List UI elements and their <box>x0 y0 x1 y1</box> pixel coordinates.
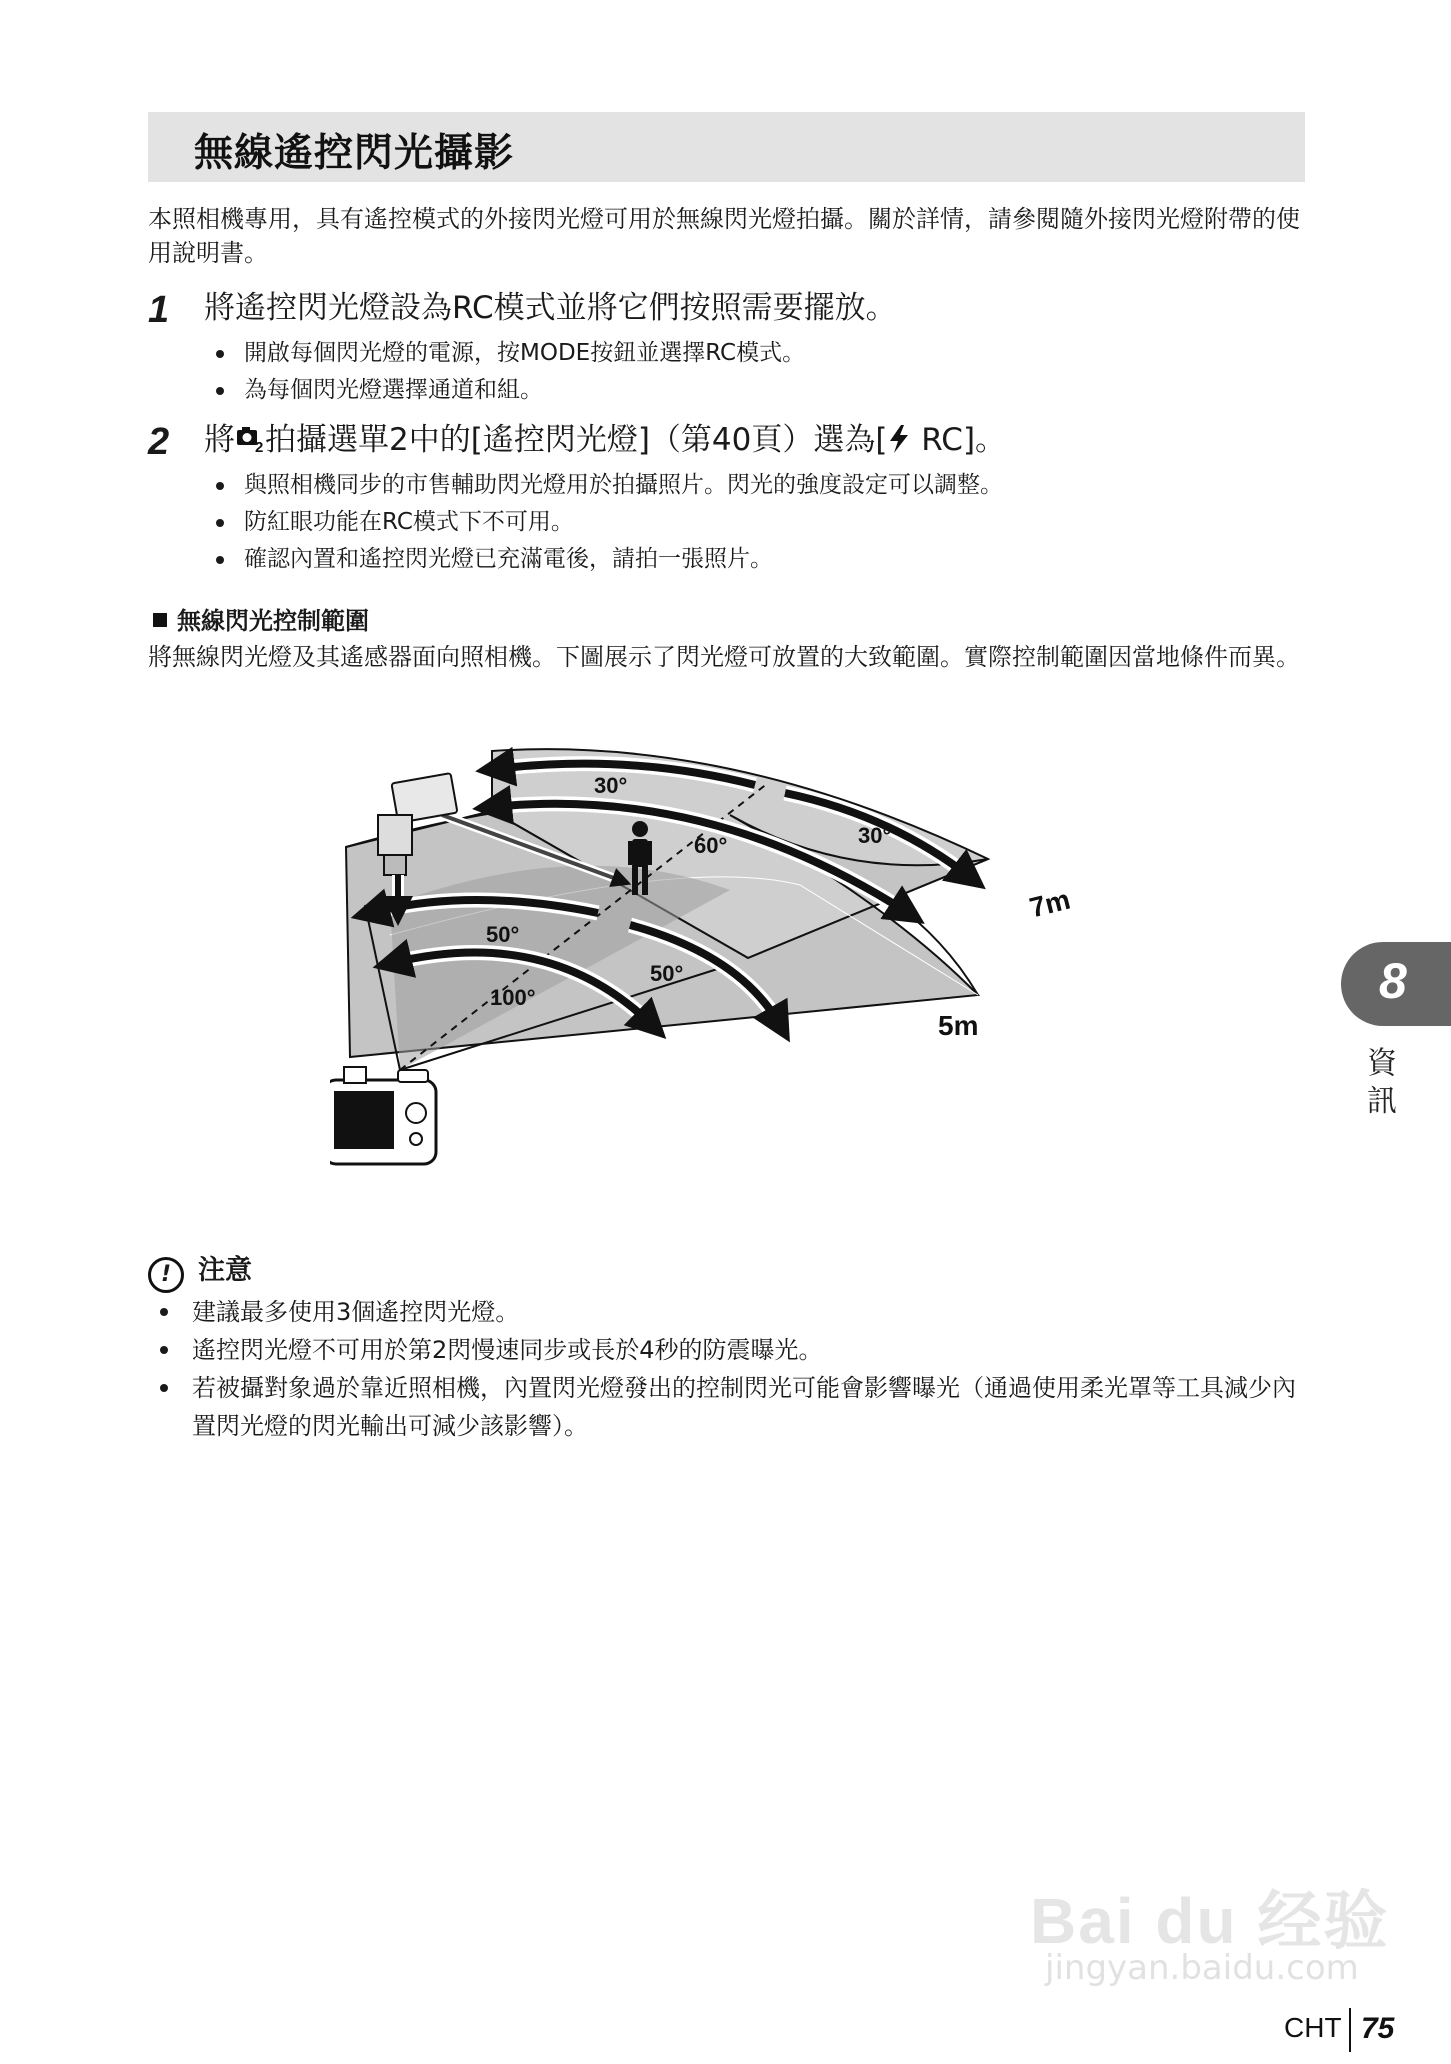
page-title: 無線遙控閃光攝影 <box>194 131 515 176</box>
title-bar <box>148 112 1305 182</box>
list-item: 防紅眼功能在RC模式下不可用。 <box>210 504 1003 541</box>
flash-range-diagram <box>330 735 1130 1205</box>
label-angle-30-right: 30° <box>858 823 892 848</box>
camera-icon <box>330 1067 436 1164</box>
page-number: 75 <box>1361 2012 1395 2045</box>
list-item: 若被攝對象過於靠近照相機，內置閃光燈發出的控制閃光可能會影響曝光（通過使用柔光罩等工具減少內置閃光燈的閃光輸出可減少該影響）。 <box>148 1369 1302 1445</box>
footer-language: CHT <box>1284 2012 1342 2043</box>
chapter-tab <box>1341 942 1451 1026</box>
list-item: 確認內置和遙控閃光燈已充滿電後，請拍一張照片。 <box>210 541 1003 578</box>
caution-heading <box>148 1248 252 1293</box>
flash-icon <box>887 424 911 454</box>
chapter-label: 資訊 <box>1367 1046 1397 1119</box>
chapter-number: 8 <box>1379 953 1407 1009</box>
list-item: 為每個閃光燈選擇通道和組。 <box>210 372 805 409</box>
step-1-number: 1 <box>148 289 170 331</box>
step-2-text-before: 將 <box>204 422 235 458</box>
step-2-bullets <box>210 467 1003 578</box>
shooting-menu-2-icon <box>235 423 265 453</box>
list-item: 與照相機同步的市售輔助閃光燈用於拍攝照片。閃光的強度設定可以調整。 <box>210 467 1003 504</box>
step-2-number: 2 <box>148 421 170 463</box>
step-2-text-after: 拍攝選單2中的[遙控閃光燈]（第40頁）選為[ <box>265 422 888 458</box>
svg-text:2: 2 <box>255 439 264 453</box>
step-1-text: 將遙控閃光燈設為RC模式並將它們按照需要擺放。 <box>204 290 897 326</box>
caution-icon: ! <box>148 1257 184 1293</box>
caution-bullets <box>148 1293 1302 1445</box>
caution-heading-text: 注意 <box>198 1255 252 1286</box>
section-heading-text: 無線閃光控制範圍 <box>177 607 369 635</box>
label-distance-7m: 7m <box>1026 883 1074 924</box>
step-1-bullets <box>210 335 805 409</box>
watermark-brand: Bai du 经验 <box>1030 1885 1390 1957</box>
label-angle-50-left: 50° <box>486 922 520 947</box>
step-2-text <box>204 420 1006 460</box>
footer-divider <box>1349 2008 1351 2052</box>
label-angle-60: 60° <box>694 833 728 858</box>
list-item: 開啟每個閃光燈的電源，按MODE按鈕並選擇RC模式。 <box>210 335 805 372</box>
step-2-text-rc: RC]。 <box>911 422 1007 458</box>
list-item: 建議最多使用3個遙控閃光燈。 <box>148 1293 1302 1331</box>
label-distance-5m: 5m <box>938 1010 979 1041</box>
label-angle-50-right: 50° <box>650 961 684 986</box>
watermark-url: jingyan.baidu.com <box>1045 1948 1359 1988</box>
label-angle-30-left: 30° <box>594 773 628 798</box>
section-heading <box>153 601 369 636</box>
intro-paragraph: 本照相機專用，具有遙控模式的外接閃光燈可用於無線閃光燈拍攝。關於詳情，請參閱隨外接閃光燈附帶的使用說明書。 <box>148 205 1300 267</box>
section-paragraph: 將無線閃光燈及其遙感器面向照相機。下圖展示了閃光燈可放置的大致範圍。實際控制範圍因當地條件而異。 <box>148 643 1300 671</box>
label-angle-100: 100° <box>490 985 536 1010</box>
square-bullet-icon <box>153 613 167 627</box>
list-item: 遙控閃光燈不可用於第2閃慢速同步或長於4秒的防震曝光。 <box>148 1331 1302 1369</box>
